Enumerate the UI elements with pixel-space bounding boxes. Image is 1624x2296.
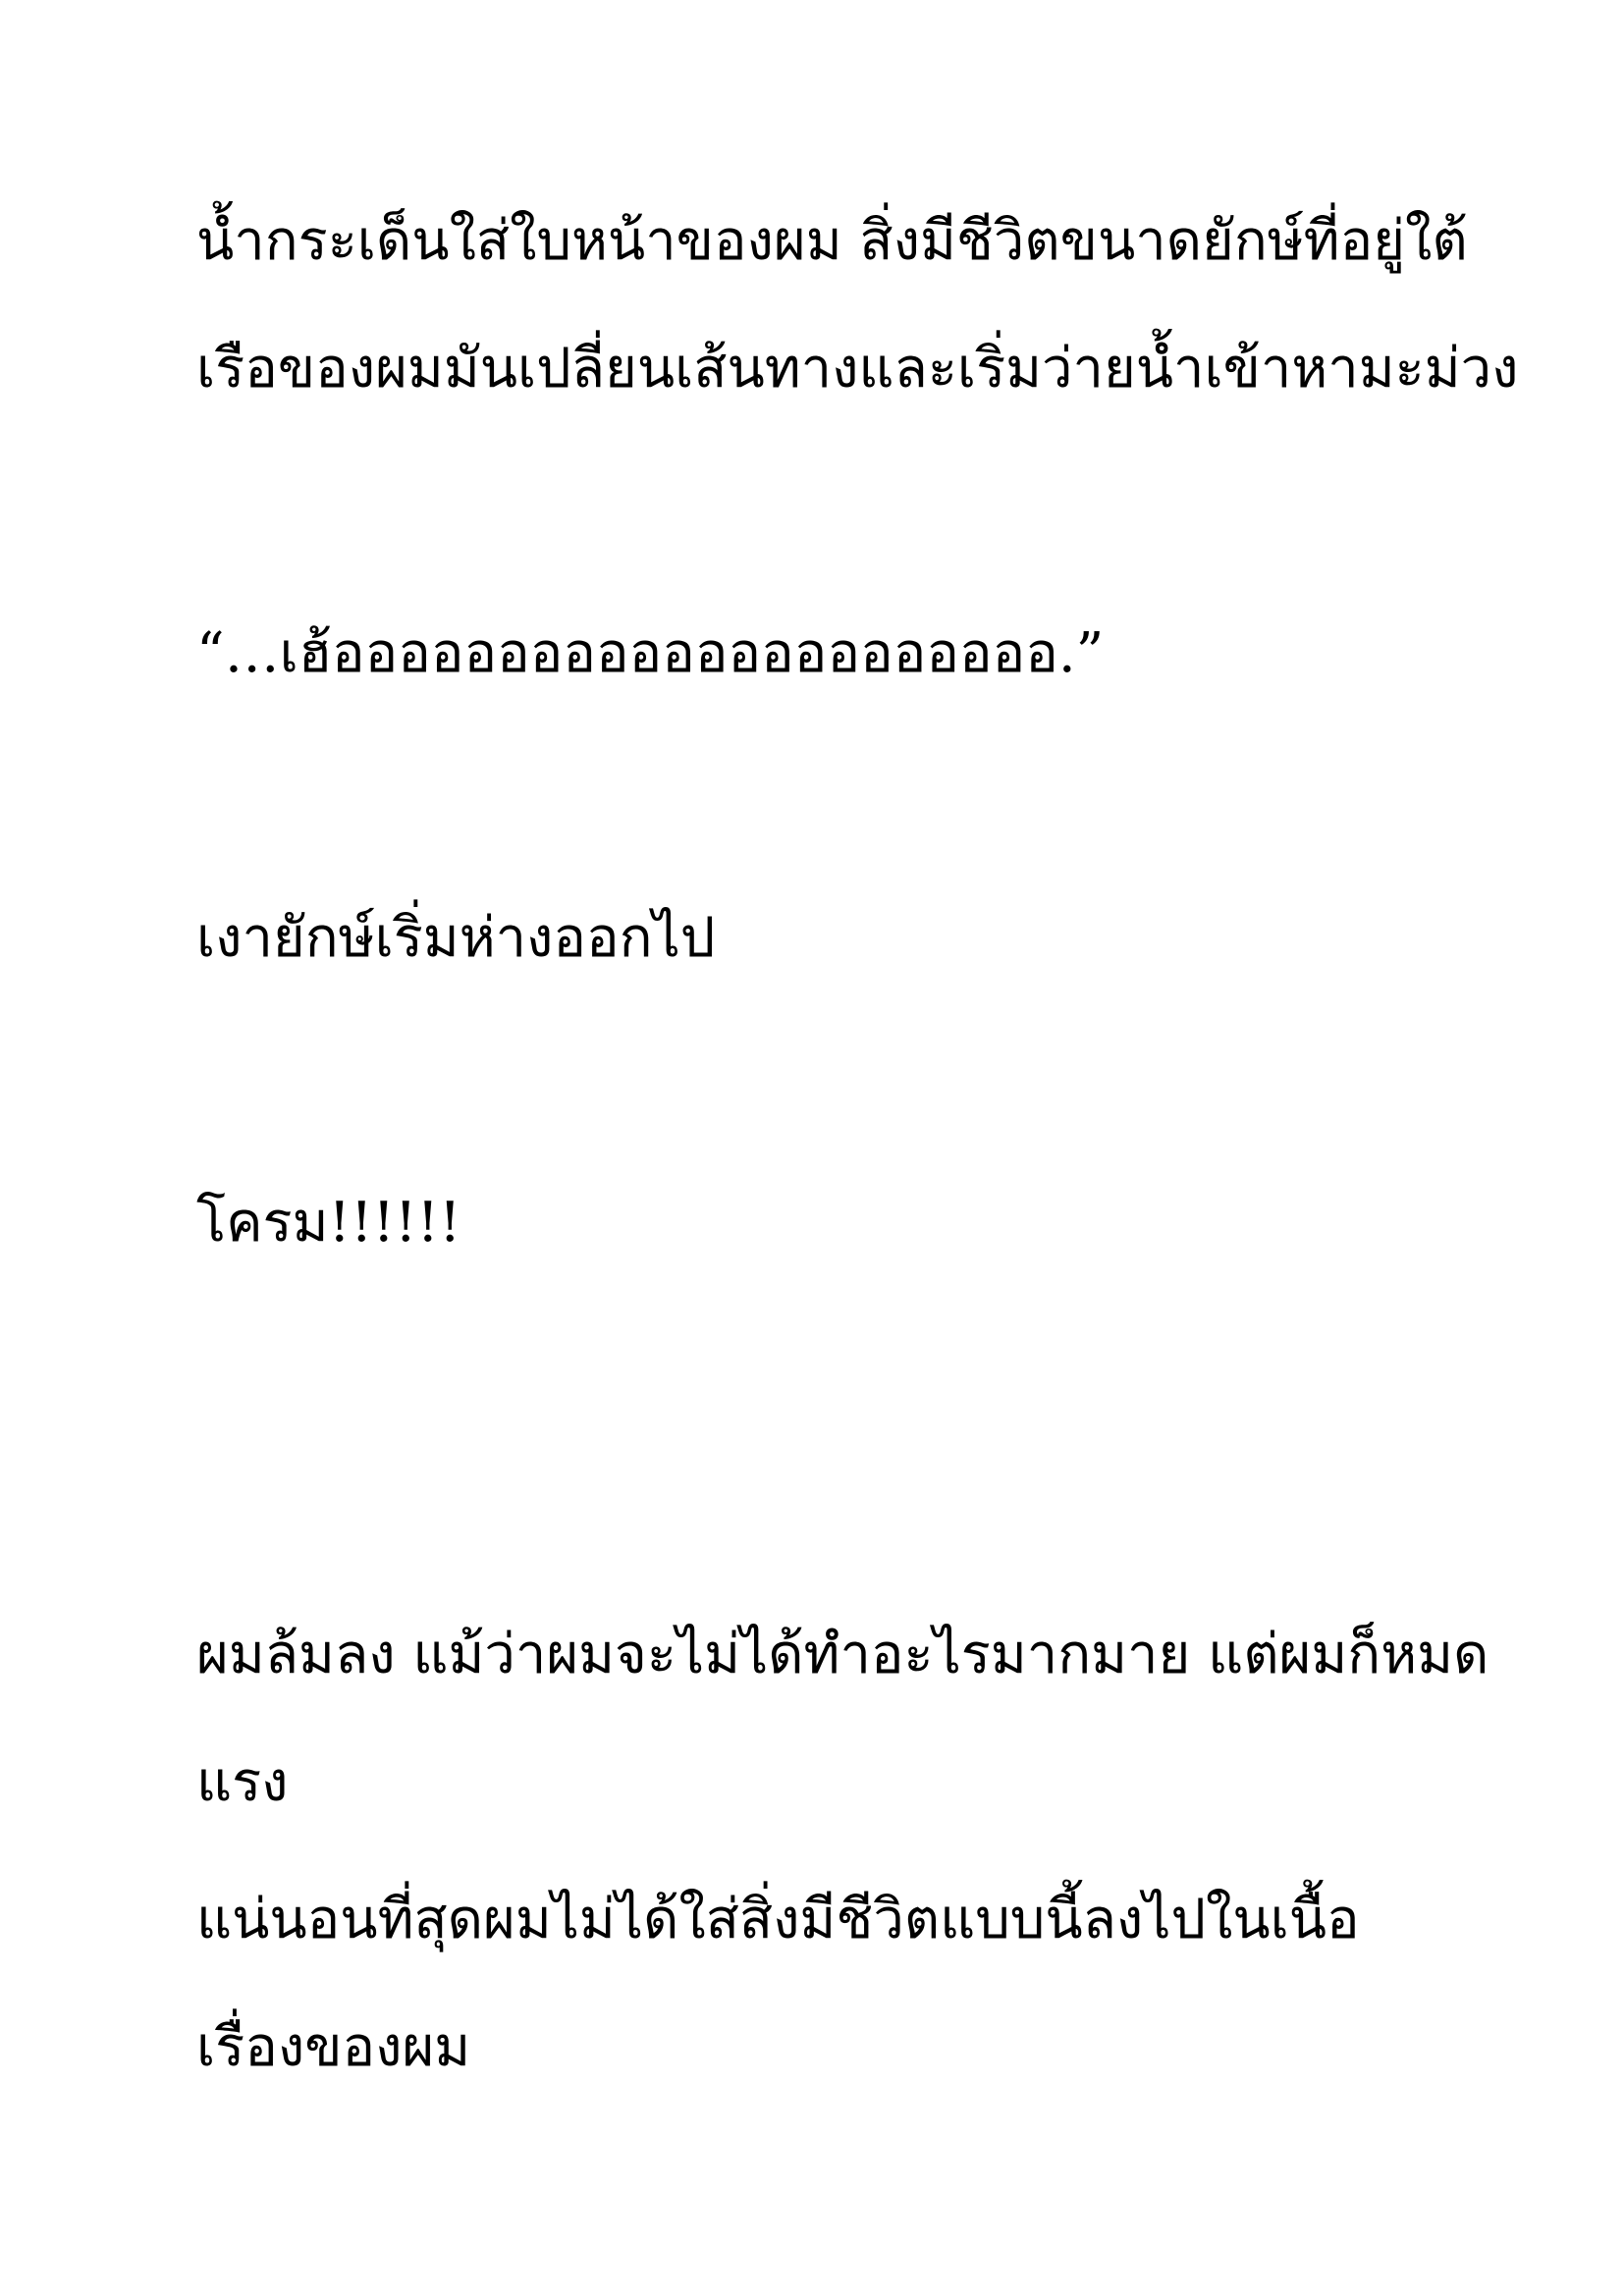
paragraph-line: แรง: [196, 1750, 289, 1814]
paragraph-line: แน่นอนที่สุดผมไม่ได้ใส่สิ่งมีชีวิตแบบนี้ลงไปในเนื้อ: [196, 1888, 1360, 1951]
paragraph-line: น้ำกระเด็นใส่ใบหน้าของผม สิ่งมีชีวิตขนาดยักษ์ที่อยู่ใต้: [196, 209, 1468, 273]
paragraph-line: เงายักษ์เริ่มห่างออกไป: [196, 906, 716, 970]
paragraph-line: เรือของผมมันเปลี่ยนเส้นทางและเริ่มว่ายน้ำเข้าหามะม่วง: [196, 337, 1519, 400]
paragraph-line: ผมล้มลง แม้ว่าผมจะไม่ได้ทำอะไรมากมาย แต่ผมก็หมด: [196, 1623, 1489, 1686]
dialogue-line: “…เฮ้ออออออออออออออออออออออ.”: [196, 621, 1105, 685]
sound-effect-line: โครม!!!!!!: [196, 1191, 461, 1255]
paragraph-line: เรื่องของผม: [196, 2015, 471, 2079]
